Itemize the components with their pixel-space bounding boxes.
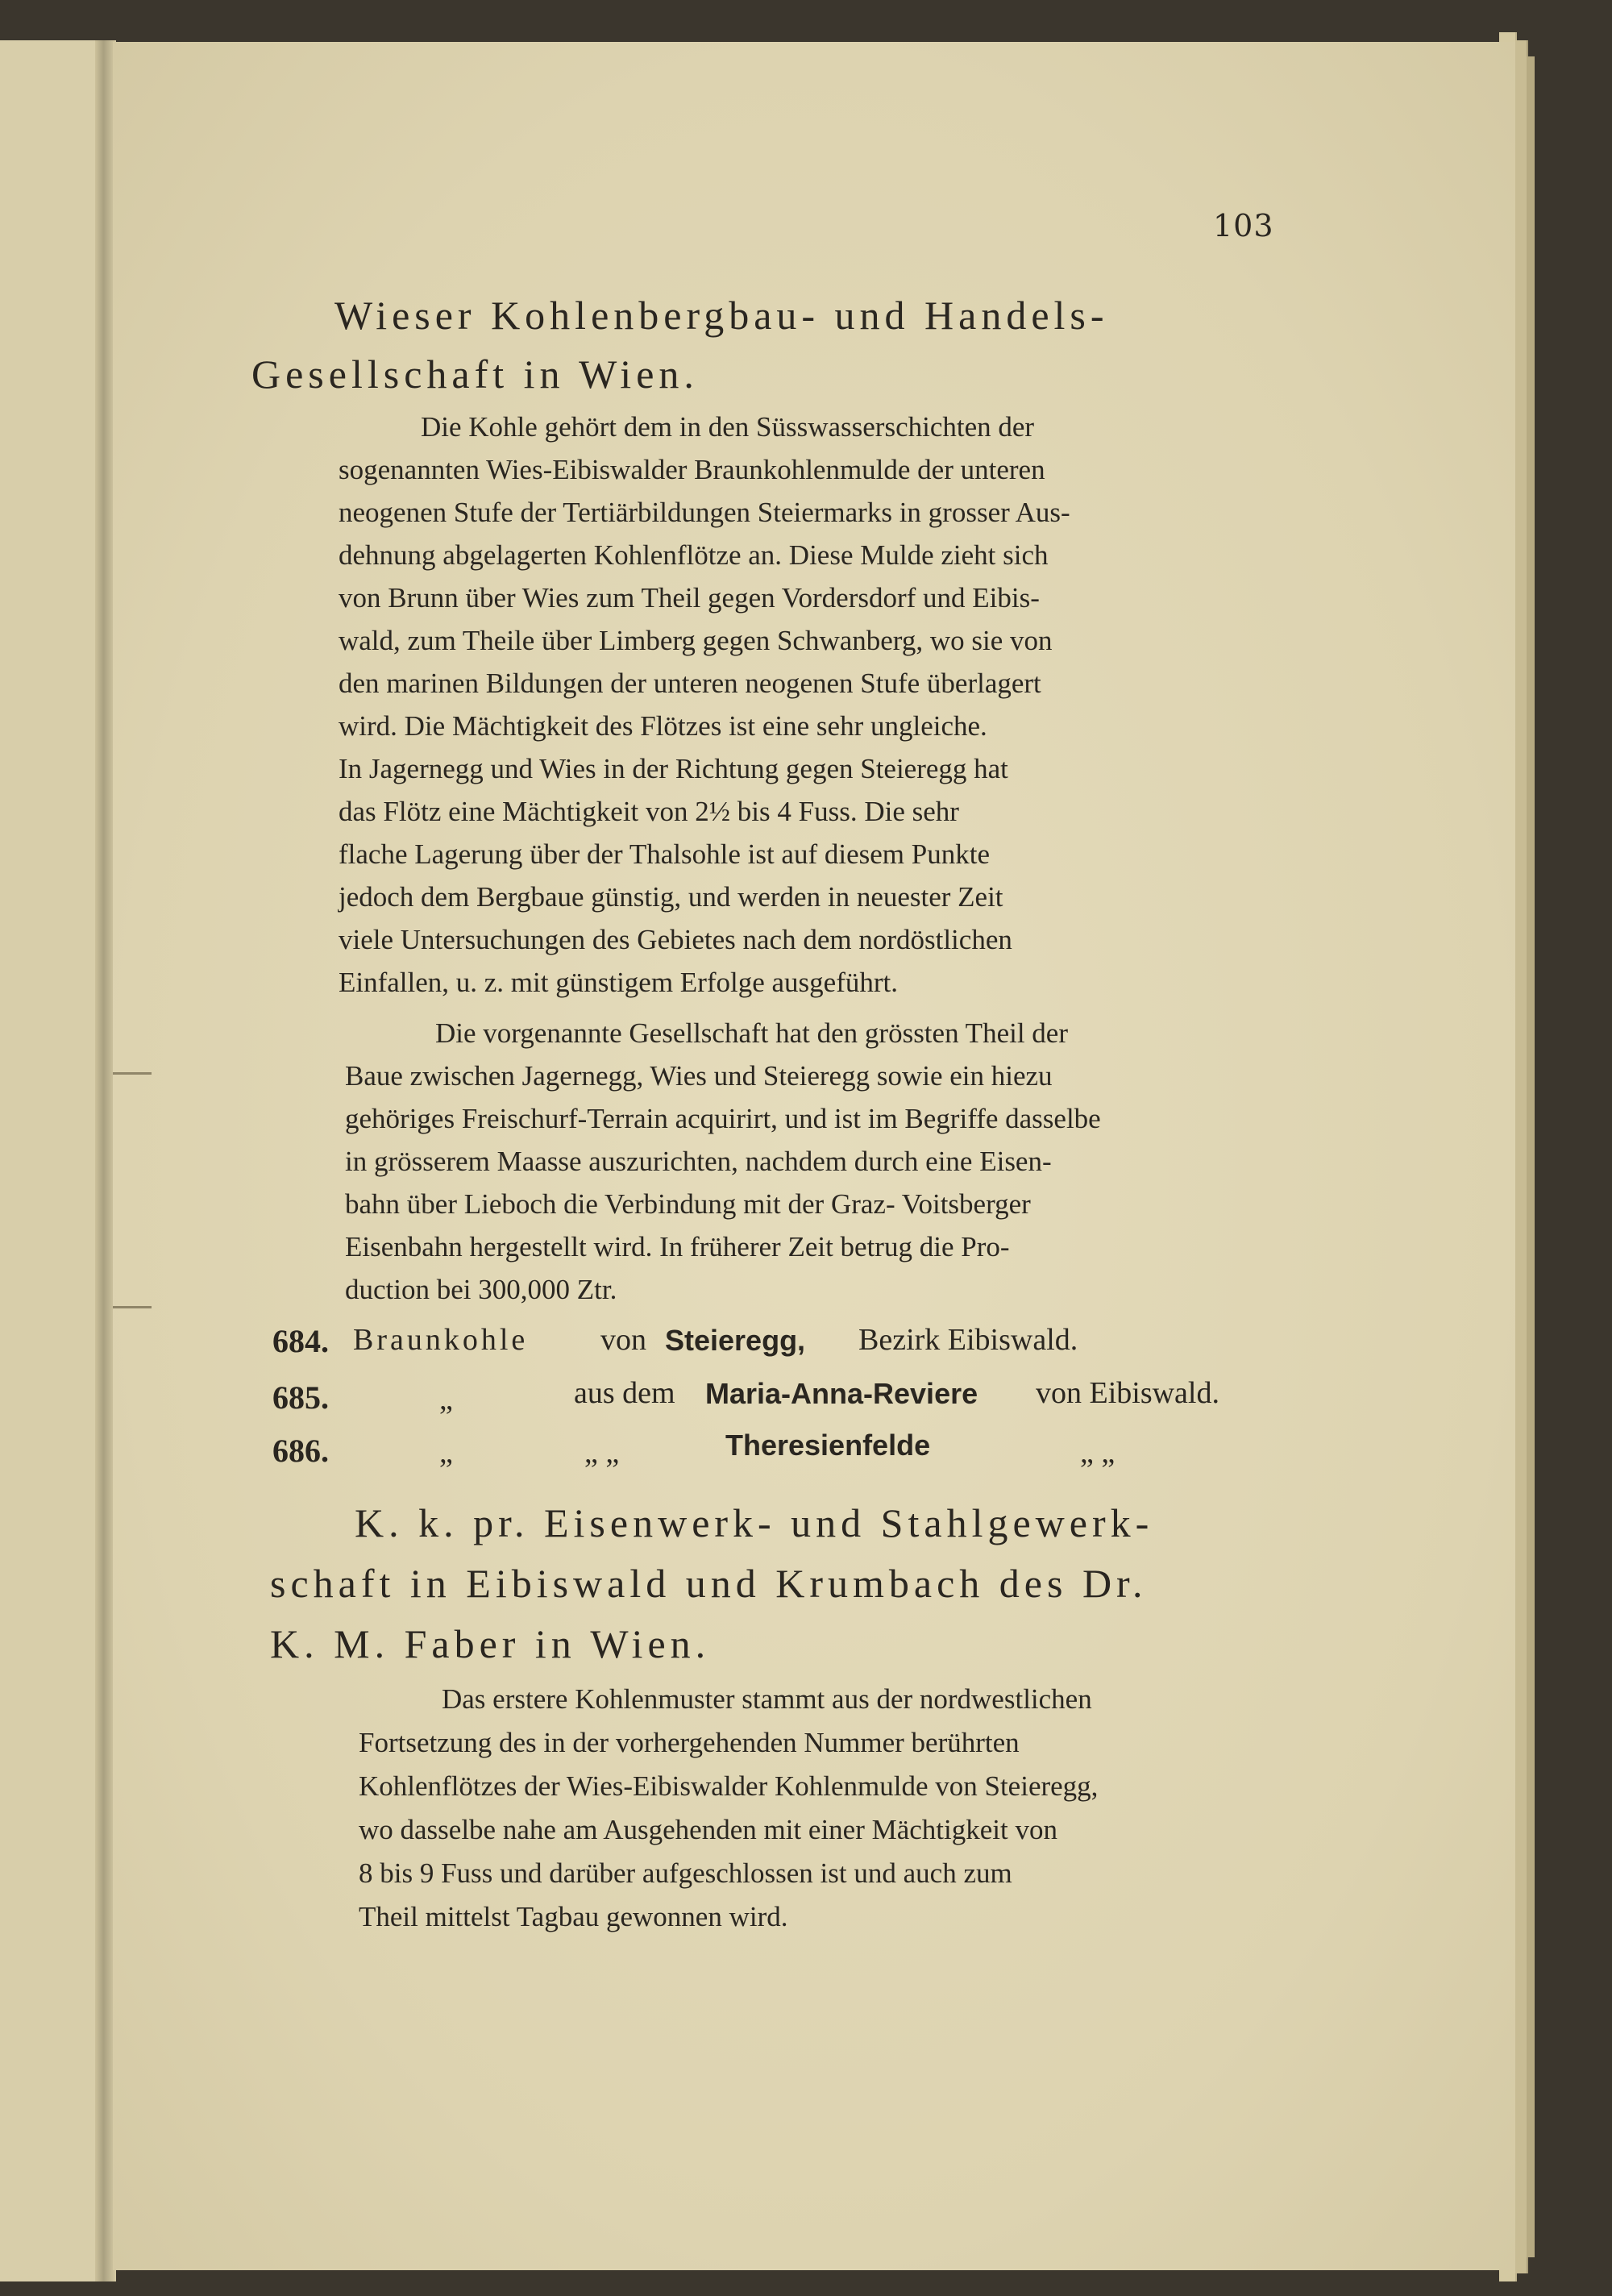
body-line: wald, zum Theile über Limberg gegen Schwanberg, wo sie von <box>339 625 1053 656</box>
body-line: wird. Die Mächtigkeit des Flötzes ist eine sehr ungleiche. <box>339 710 987 742</box>
body-line: sogenannten Wies-Eibiswalder Braunkohlenmulde der unteren <box>339 454 1045 485</box>
body-line: bahn über Lieboch die Verbindung mit der Graz- Voitsberger <box>345 1188 1031 1220</box>
body-line: wo dasselbe nahe am Ausgehenden mit einer Mächtigkeit von <box>359 1814 1057 1845</box>
item-number: 684. <box>272 1323 329 1359</box>
section-heading-line: schaft in Eibiswald und Krumbach des Dr. <box>270 1561 1148 1606</box>
body-line: 8 bis 9 Fuss und darüber aufgeschlossen ist und auch zum <box>359 1857 1012 1889</box>
section-heading-line: K. k. pr. Eisenwerk- und Stahlgewerk- <box>355 1500 1154 1545</box>
section-heading-line: Gesellschaft in Wien. <box>251 351 699 397</box>
body-line: von Brunn über Wies zum Theil gegen Vordersdorf und Eibis- <box>339 582 1040 614</box>
item-place: Theresienfelde <box>725 1429 931 1462</box>
body-line: Kohlenflötzes der Wies-Eibiswalder Kohlenmulde von Steieregg, <box>359 1770 1099 1802</box>
body-line: Eisenbahn hergestellt wird. In früherer Zeit betrug die Pro- <box>345 1231 1010 1262</box>
item-number: 686. <box>272 1433 329 1469</box>
margin-mark <box>113 1072 152 1075</box>
body-line: in grösserem Maasse auszurichten, nachdem durch eine Eisen- <box>345 1146 1052 1177</box>
body-line: das Flötz eine Mächtigkeit von 2½ bis 4 Fuss. Die sehr <box>339 796 959 827</box>
body-line: jedoch dem Bergbaue günstig, und werden in neuester Zeit <box>339 881 1003 913</box>
body-line: flache Lagerung über der Thalsohle ist auf diesem Punkte <box>339 838 990 870</box>
page-edge <box>1527 56 1535 2257</box>
body-line: den marinen Bildungen der unteren neogenen Stufe überlagert <box>339 668 1041 699</box>
body-line: Einfallen, u. z. mit günstigem Erfolge ausgeführt. <box>339 967 898 998</box>
margin-mark <box>113 1306 152 1308</box>
item-suffix: von Eibiswald. <box>1036 1376 1219 1410</box>
item-place: Steieregg, <box>665 1324 806 1357</box>
body-line: neogenen Stufe der Tertiärbildungen Steiermarks in grosser Aus- <box>339 497 1070 528</box>
body-line: Die vorgenannte Gesellschaft hat den grössten Theil der <box>435 1017 1068 1049</box>
body-line: gehöriges Freischurf-Terrain acquirirt, und ist im Begriffe dasselbe <box>345 1103 1101 1134</box>
body-line: Baue zwischen Jagernegg, Wies und Steieregg sowie ein hiezu <box>345 1060 1053 1092</box>
item-suffix: Bezirk Eibiswald. <box>858 1323 1078 1357</box>
section-heading-line: Wieser Kohlenbergbau- und Handels- <box>334 293 1109 338</box>
item-place: Maria-Anna-Reviere <box>705 1377 978 1410</box>
body-line: Theil mittelst Tagbau gewonnen wird. <box>359 1901 788 1932</box>
body-line: viele Untersuchungen des Gebietes nach dem nordöstlichen <box>339 924 1012 955</box>
section-heading-line: K. M. Faber in Wien. <box>270 1621 711 1666</box>
body-line: Das erstere Kohlenmuster stammt aus der nordwestlichen <box>442 1683 1092 1715</box>
left-page-edge <box>0 40 105 2281</box>
ditto-mark: „ „ <box>584 1436 620 1470</box>
body-line: duction bei 300,000 Ztr. <box>345 1274 617 1305</box>
item-prefix: Braunkohle <box>353 1323 529 1357</box>
body-line: Fortsetzung des in der vorhergehenden Nummer berührten <box>359 1727 1020 1758</box>
item-number: 685. <box>272 1379 329 1416</box>
item-mid: von <box>600 1323 646 1357</box>
body-line: Die Kohle gehört dem in den Süsswasserschichten der <box>421 411 1035 443</box>
item-mid: aus dem <box>574 1376 675 1410</box>
ditto-mark: „ „ <box>1080 1436 1116 1470</box>
body-line: dehnung abgelagerten Kohlenflötze an. Diese Mulde zieht sich <box>339 539 1049 571</box>
ditto-mark: „ <box>439 1436 453 1470</box>
body-line: In Jagernegg und Wies in der Richtung gegen Steieregg hat <box>339 753 1008 784</box>
page-number: 103 <box>1213 208 1274 243</box>
ditto-mark: „ <box>439 1383 453 1416</box>
